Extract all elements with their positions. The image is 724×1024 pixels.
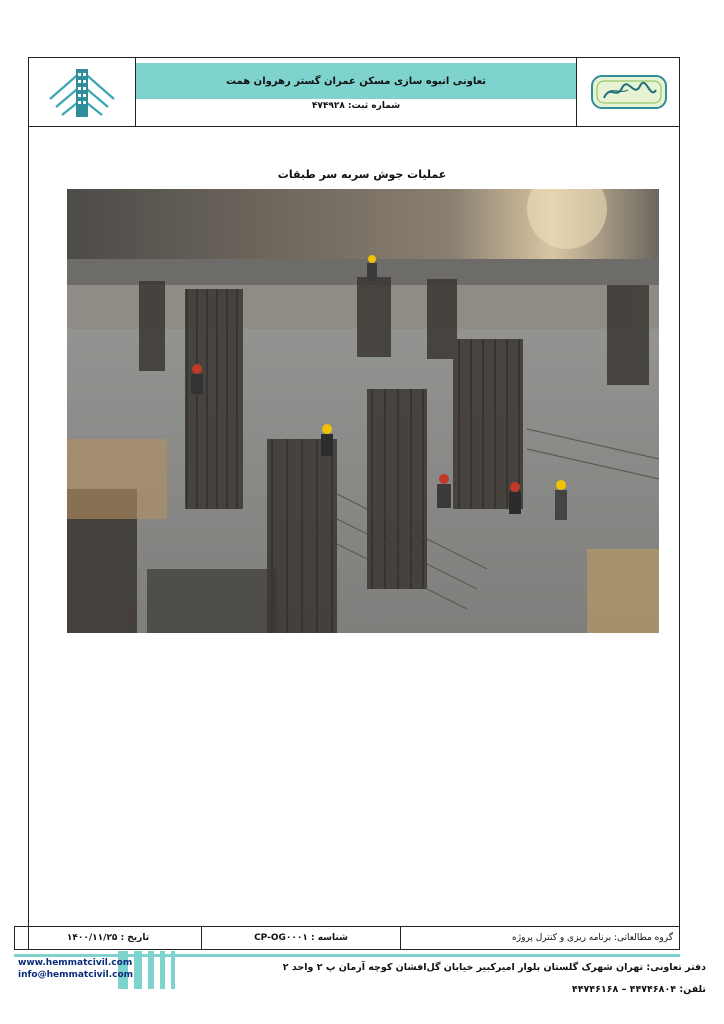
contact-links (18, 957, 133, 981)
website-link[interactable]: www.hemmatcivil.com (18, 958, 133, 968)
calligraphy-logo (576, 57, 680, 126)
footer-info-table (14, 926, 680, 950)
calligraphy-emblem-icon (590, 72, 668, 112)
construction-photo (67, 189, 659, 633)
cooperative-title: تعاونی انبوه سازی مسکن عمران گستر رهروان همت (225, 75, 487, 87)
office-phone: تلفن: ۴۴۷۴۶۸۰۴ – ۴۴۷۴۶۱۶۸ (571, 984, 706, 995)
document-date: تاریخ : ۱۴۰۰/۱۱/۲۵ (66, 933, 150, 943)
registration-number: شماره ثبت: ۴۷۴۹۲۸ (311, 101, 401, 111)
document-identifier: شناسه : CP-OG۰۰۰۱ (201, 927, 401, 949)
building-logo-icon (46, 63, 118, 121)
photo-caption: عملیات جوش سربه سر طبقات (277, 168, 447, 181)
construction-site-photo-icon (67, 189, 659, 633)
title-band (136, 63, 576, 99)
email-link[interactable]: info@hemmatcivil.com (18, 970, 134, 980)
document-header (28, 57, 680, 127)
study-group-label: گروه مطالعاتی: برنامه ریزی و کنترل پروژه (512, 933, 673, 943)
office-address: دفتر تعاونی: تهران شهرک گلستان بلوار امیرکبیر خیابان گل‌افشان کوچه آرمان پ ۲ واحد ۲ (282, 962, 706, 973)
company-logo (28, 57, 136, 126)
